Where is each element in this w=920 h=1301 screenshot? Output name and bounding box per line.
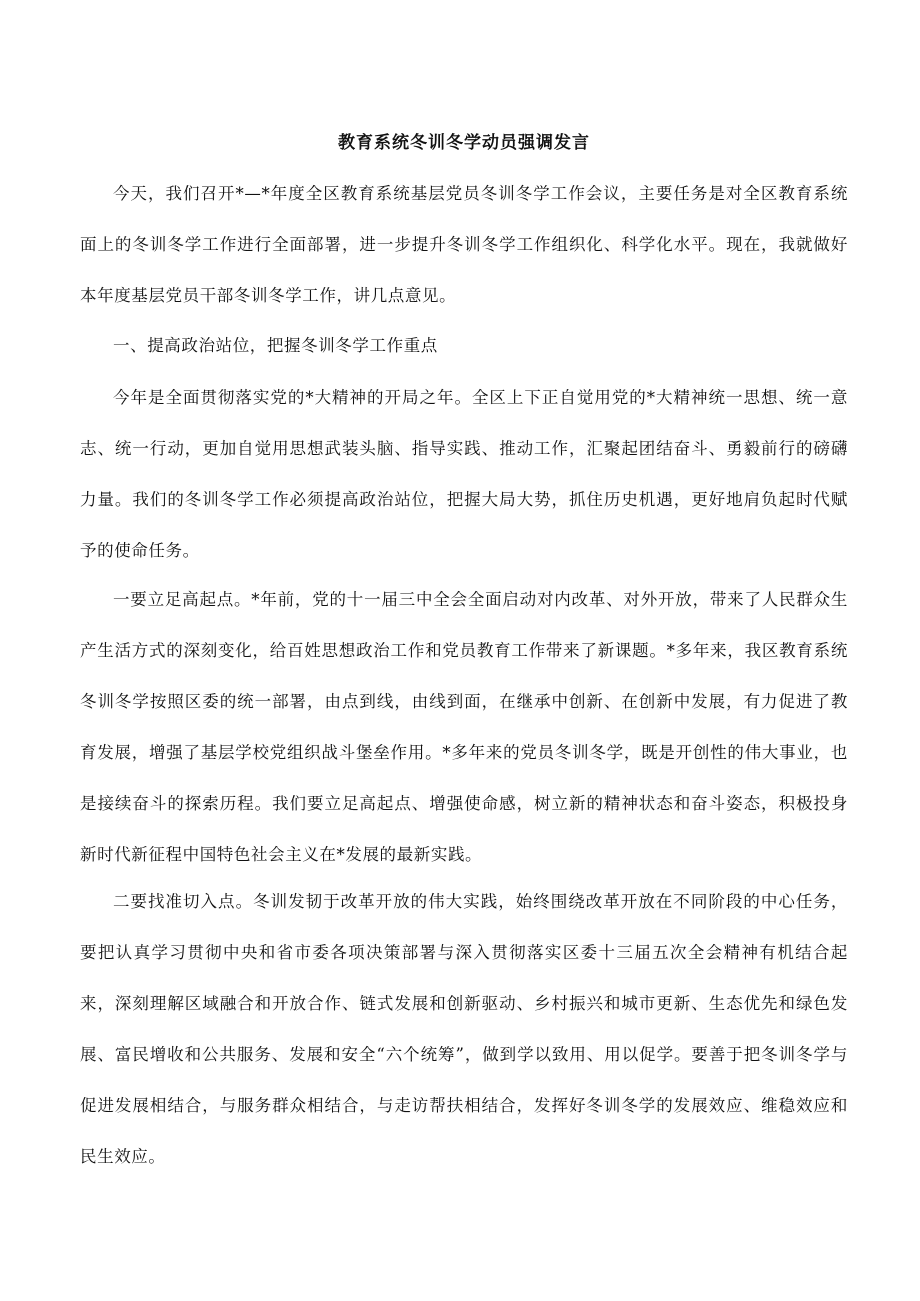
paragraph-context: 今年是全面贯彻落实党的*大精神的开局之年。全区上下正自觉用党的*大精神统一思想、统一意志、统一行动，更加自觉用思想武装头脑、指导实践、推动工作，汇聚起团结奋斗、勇毅前行的磅礴力量。我们的冬训冬学工作必须提高政治站位，把握大局大势，抓住历史机遇，更好地肩负起时代赋予的使命任务。 [80,388,848,560]
document-title: 教育系统冬训冬学动员强调发言 [338,133,590,153]
paragraph-point-1: 一要立足高起点。*年前，党的十一届三中全会全面启动对内改革、对外开放，带来了人民群众生产生活方式的深刻变化，给百姓思想政治工作和党员教育工作带来了新课题。*多年来，我区教育系统冬训冬学按照区委的统一部署，由点到线，由线到面，在继承中创新、在创新中发展，有力促进了教育发展，增强了基层学校党组织战斗堡垒作用。*多年来的党员冬训冬学，既是开创性的伟大事业，也是接续奋斗的探索历程。我们要立足高起点、增强使命感，树立新的精神状态和奋斗姿态，积极投身新时代新征程中国特色社会主义在*发展的最新实践。 [80,590,848,864]
section-heading-1: 一、提高政治站位，把握冬训冬学工作重点 [113,336,438,355]
paragraph-point-2: 二要找准切入点。冬训发韧于改革开放的伟大实践，始终围绕改革开放在不同阶段的中心任务，要把认真学习贯彻中央和省市委各项决策部署与深入贯彻落实区委十三届五次全会精神有机结合起来，深刻理解区域融合和开放合作、链式发展和创新驱动、乡村振兴和城市更新、生态优先和绿色发展、富民增收和公共服务、发展和安全“六个统筹”，做到学以致用、用以促学。要善于把冬训冬学与促进发展相结合，与服务群众相结合，与走访帮扶相结合，发挥好冬训冬学的发展效应、维稳效应和民生效应。 [80,892,848,1166]
paragraph-opening: 今天，我们召开*—*年度全区教育系统基层党员冬训冬学工作会议，主要任务是对全区教育系统面上的冬训冬学工作进行全面部署，进一步提升冬训冬学工作组织化、科学化水平。现在，我就做好本年度基层党员干部冬训冬学工作，讲几点意见。 [80,184,848,305]
